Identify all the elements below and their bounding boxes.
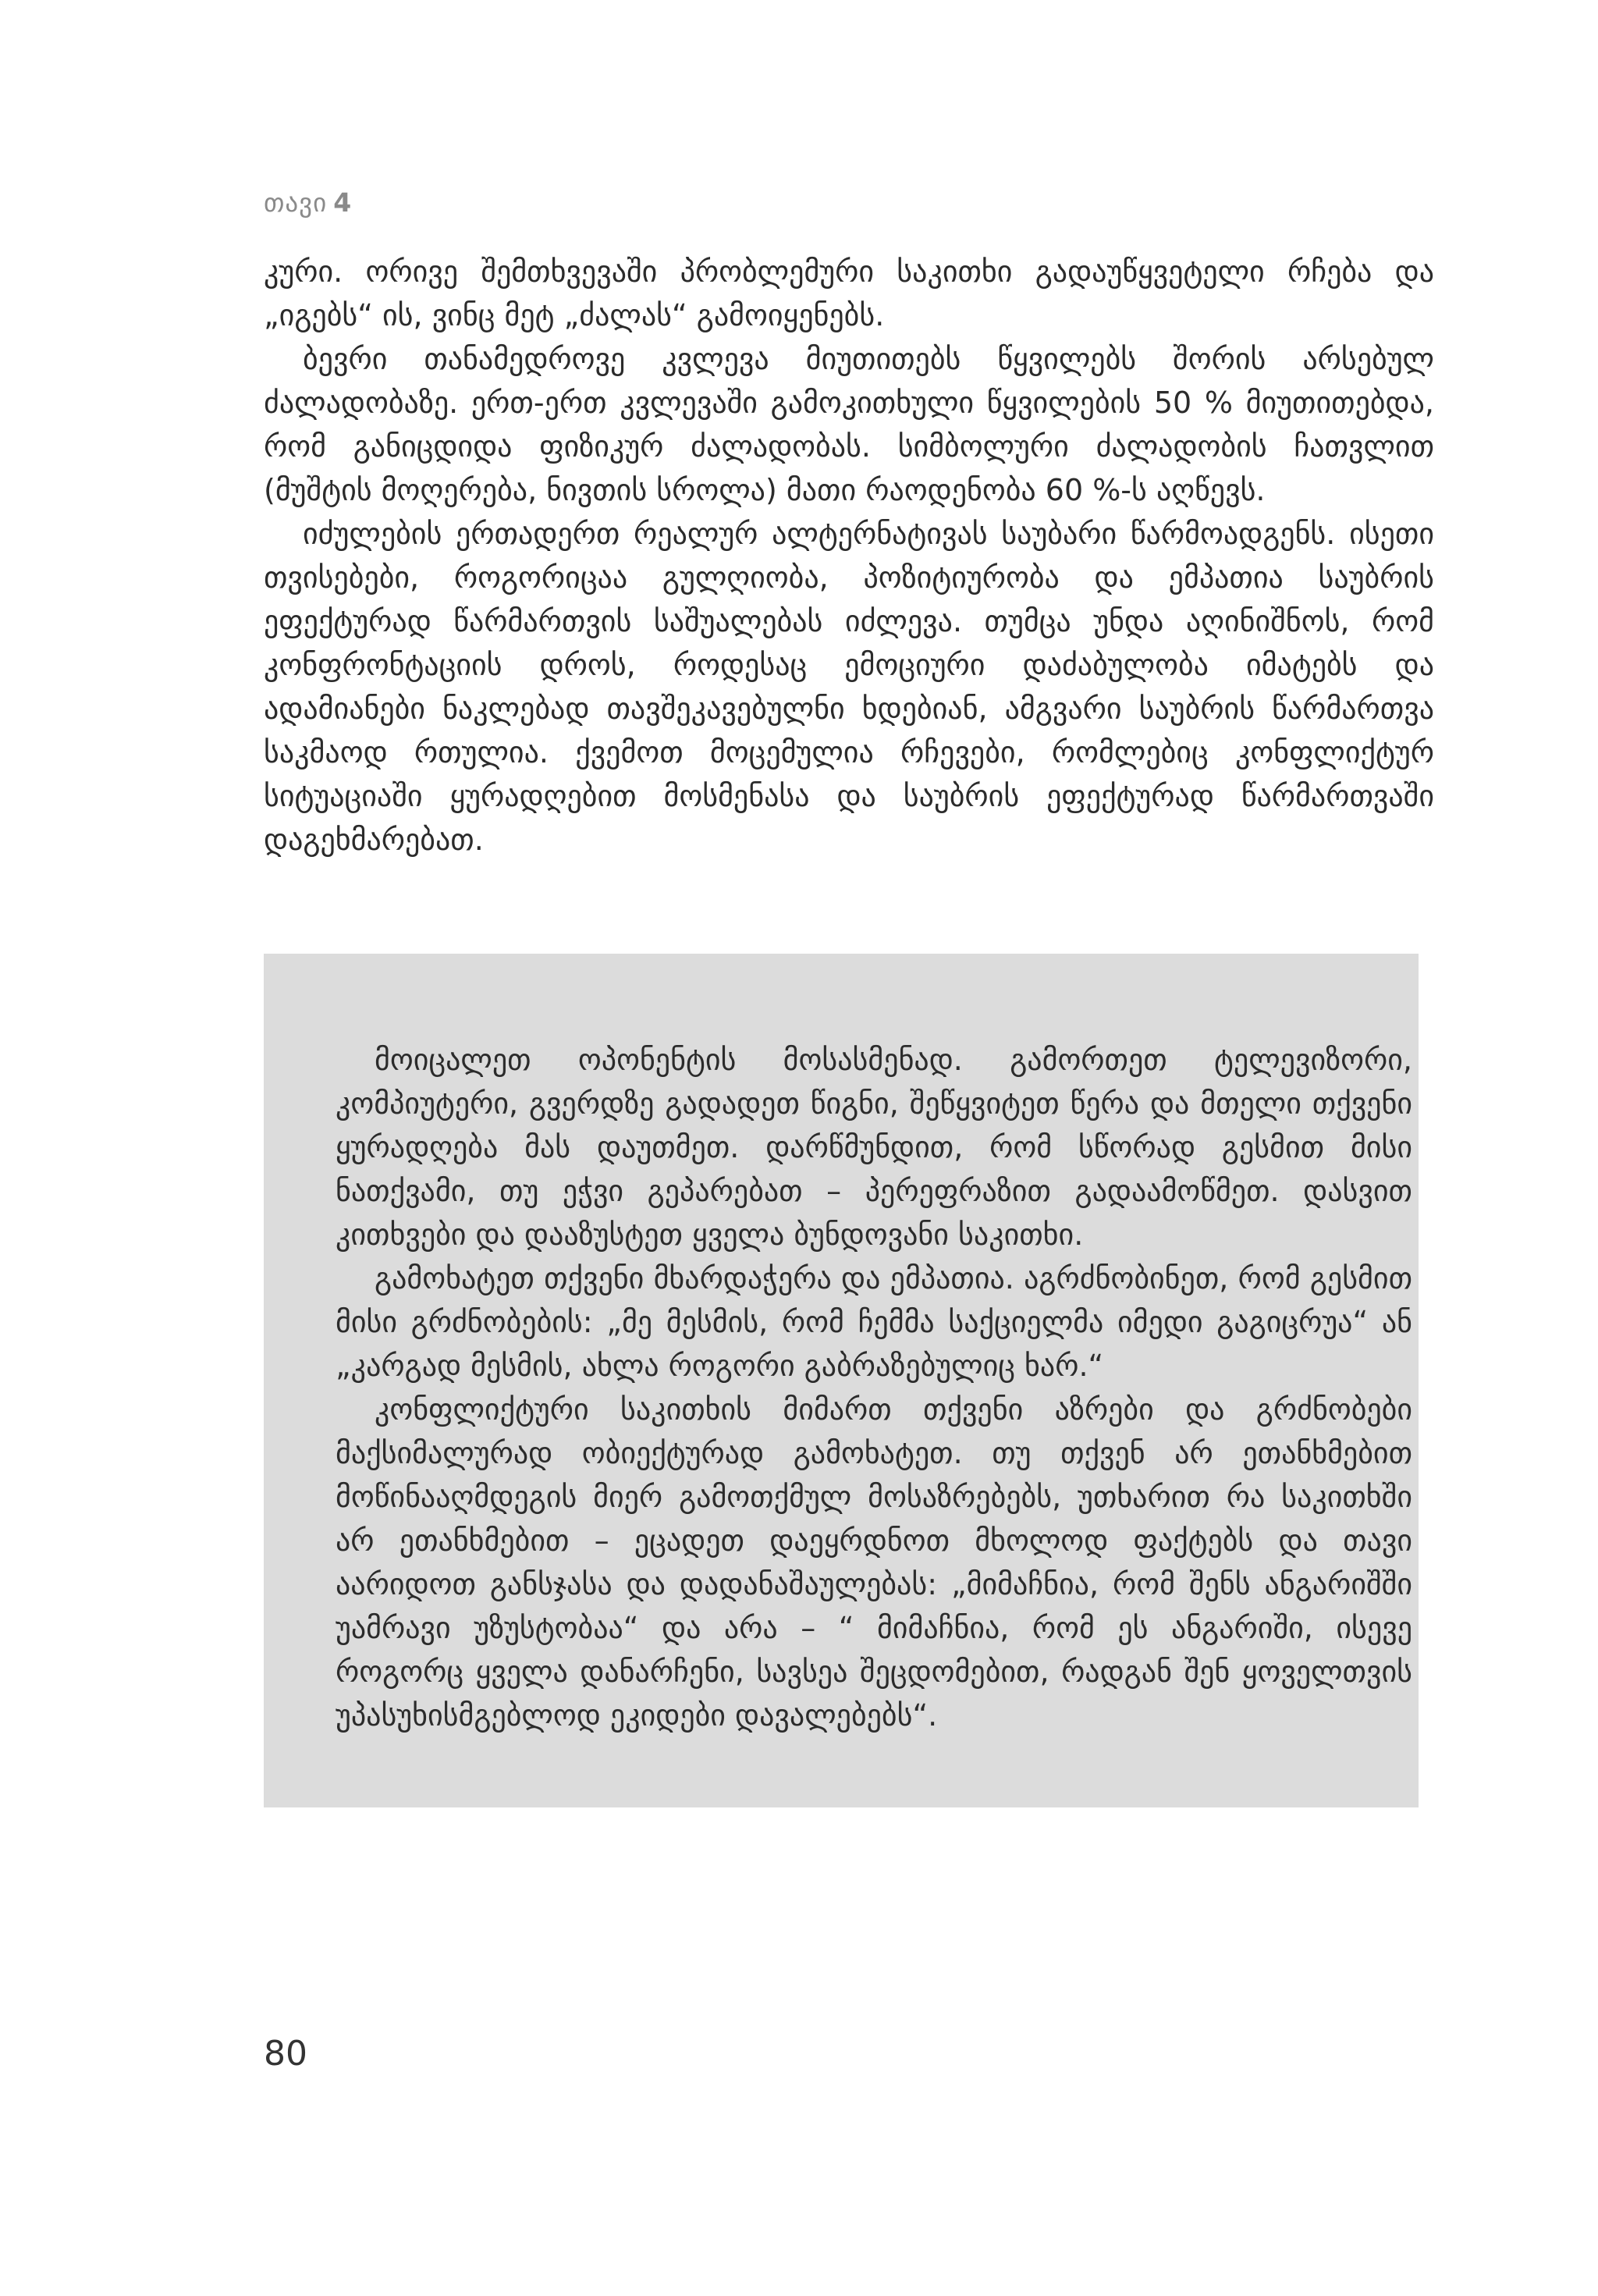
body-text <box>264 250 1434 862</box>
body-paragraph: კური. ორივე შემთხვევაში პრობლემური საკითხი გადაუწყვეტელი რჩება და „იგებს“ ის, ვინც მეტ „ძალას“ გამოიყენებს. <box>264 254 1434 332</box>
page-number: 80 <box>264 2034 307 2074</box>
body-paragraph: ბევრი თანამედროვე კვლევა მიუთითებს წყვილებს შორის არსებულ ძალადობაზე. ერთ-ერთ კვლევაში გამოკითხული წყვილების 50 % მიუთითებდა, რომ განიცდიდა ფიზიკურ ძალადობას. სიმბოლური ძალადობის ჩათვლით (მუშტის მოღერება, ნივთის სროლა) მათი რაოდენობა 60 %-ს აღწევს. <box>264 342 1434 507</box>
body-paragraph: იძულების ერთადერთ რეალურ ალტერნატივას საუბარი წარმოადგენს. ისეთი თვისებები, როგორიცაა გულღიობა, პოზიტიურობა და ემპათია საუბრის ეფექტურად წარმართვის საშუალებას იძლევა. თუმცა უნდა აღინიშნოს, რომ კონფრონტაციის დროს, როდესაც ემოციური დაძაბულობა იმატებს და ადამიანები ნაკლებად თავშეკავებულნი ხდებიან, ამგვარი საუბრის წარმართვა საკმაოდ რთულია. ქვემოთ მოცემულია რჩევები, რომლებიც კონფლიქტურ სიტუაციაში ყურადღებით მოსმენასა და საუბრის ეფექტურად წარმართვაში დაგეხმარებათ. <box>264 517 1434 857</box>
chapter-number: 4 <box>333 187 353 218</box>
tip-paragraph: მოიცალეთ ოპონენტის მოსასმენად. გამორთეთ ტელევიზორი, კომპიუტერი, გვერდზე გადადეთ წიგნი, შეწყვიტეთ წერა და მთელი თქვენი ყურადღება მას დაუთმეთ. დარწმუნდით, რომ სწორად გესმით მისი ნათქვამი, თუ ეჭვი გეპარებათ – პერეფრაზით გადაამოწმეთ. დასვით კითხვები და დააზუსტეთ ყველა ბუნდოვანი საკითხი. <box>336 1043 1412 1252</box>
chapter-header <box>264 187 352 218</box>
chapter-label: თავი <box>264 187 328 218</box>
tips-box-text <box>336 1038 1412 1737</box>
tip-paragraph: კონფლიქტური საკითხის მიმართ თქვენი აზრები და გრძნობები მაქსიმალურად ობიექტურად გამოხატეთ. თუ თქვენ არ ეთანხმებით მოწინააღმდეგის მიერ გამოთქმულ მოსაზრებებს, უთხარით რა საკითხში არ ეთანხმებით – ეცადეთ დაეყრდნოთ მხოლოდ ფაქტებს და თავი აარიდოთ განსჯასა და დადანაშაულებას: „მიმაჩნია, რომ შენს ანგარიშში უამრავი უზუსტობაა“ და არა – “ მიმაჩნია, რომ ეს ანგარიში, ისევე როგორც ყველა დანარჩენი, სავსეა შეცდომებით, რადგან შენ ყოველთვის უპასუხისმგებლოდ ეკიდები დავალებებს“. <box>336 1392 1412 1733</box>
tip-paragraph: გამოხატეთ თქვენი მხარდაჭერა და ემპათია. აგრძნობინეთ, რომ გესმით მისი გრძნობების: „მე მესმის, რომ ჩემმა საქციელმა იმედი გაგიცრუა“ ან „კარგად მესმის, ახლა როგორი გაბრაზებულიც ხარ.“ <box>336 1261 1412 1383</box>
